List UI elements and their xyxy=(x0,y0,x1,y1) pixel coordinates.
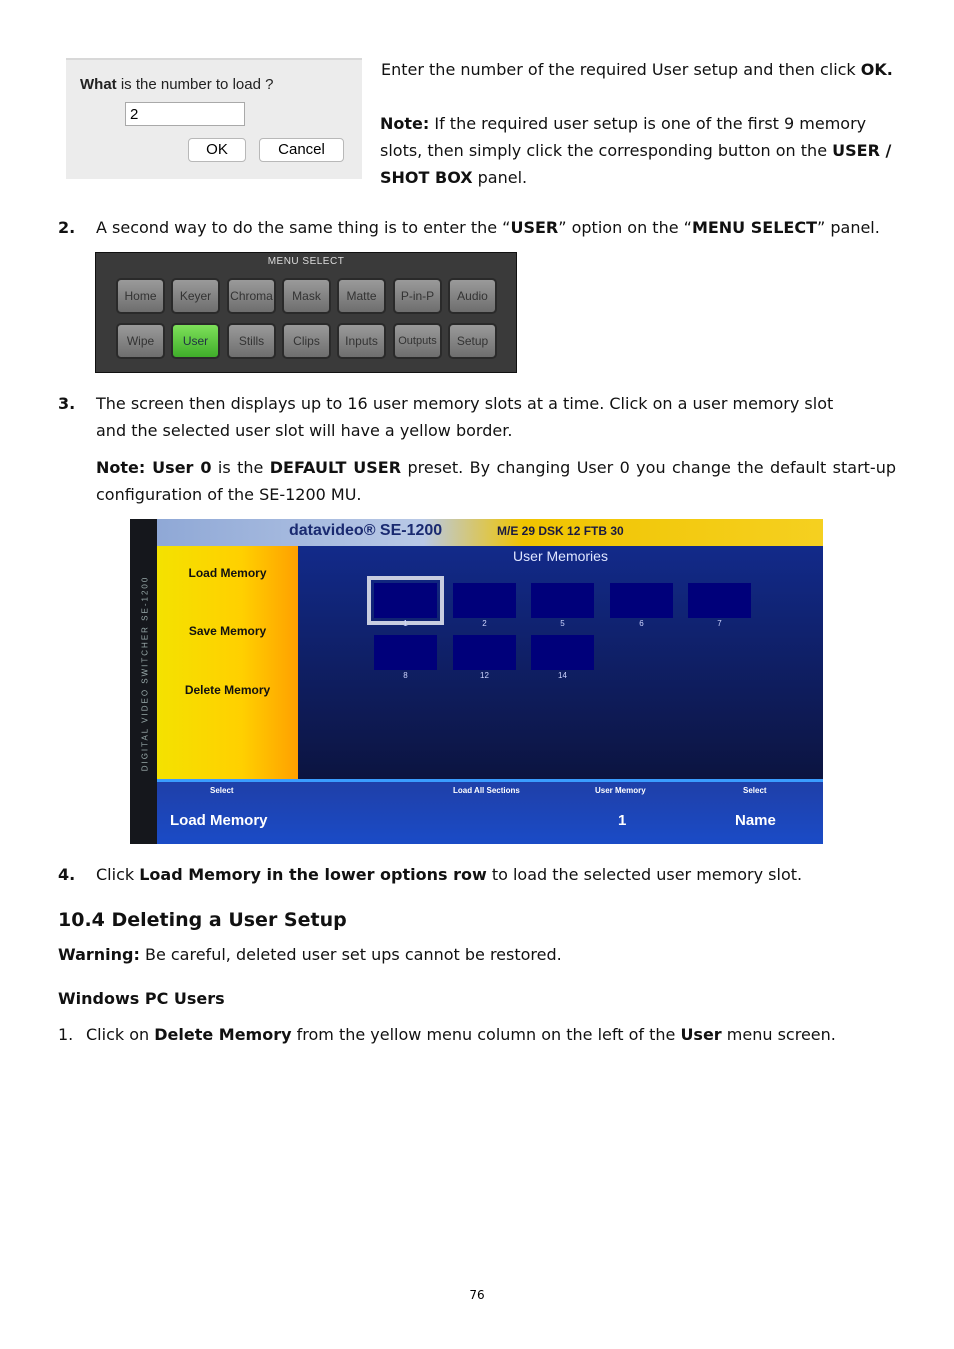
lower-options-row xyxy=(157,779,823,844)
memory-slot[interactable] xyxy=(531,635,594,670)
main-area xyxy=(298,546,823,779)
memory-slot[interactable] xyxy=(453,583,516,618)
option-label: Select xyxy=(743,786,767,795)
menu-button-inputs[interactable]: Inputs xyxy=(337,323,386,359)
list-number: 1. xyxy=(58,1025,74,1044)
list-item: Click on Delete Memory from the yellow menu column on the left of the User menu screen. xyxy=(86,1025,836,1044)
option-label: Load All Sections xyxy=(453,786,520,795)
menu-button-outputs[interactable]: Outputs xyxy=(393,323,442,359)
memory-slot[interactable] xyxy=(531,583,594,618)
note-memory-slots: Note: If the required user setup is one of the first 9 memory slots, then simply click the corresponding button on the USER / SHOT BOX panel. xyxy=(380,114,892,187)
screen-title: User Memories xyxy=(513,548,608,564)
option-label: Select xyxy=(210,786,234,795)
page-number: 76 xyxy=(469,1288,485,1302)
load-dialog xyxy=(66,58,362,179)
number-input[interactable] xyxy=(125,102,245,126)
menu-button-clips[interactable]: Clips xyxy=(282,323,331,359)
memory-slot[interactable] xyxy=(688,583,751,618)
menu-button-home[interactable]: Home xyxy=(116,278,165,314)
menu-button-mask[interactable]: Mask xyxy=(282,278,331,314)
menu-delete-memory[interactable]: Delete Memory xyxy=(184,683,271,697)
memory-slot[interactable] xyxy=(453,635,516,670)
step3-note: Note: User 0 is the DEFAULT USER preset. By changing User 0 you change the default start-up configuration of the SE-1200 MU. xyxy=(96,458,897,504)
slot-number: 2 xyxy=(482,619,487,628)
menu-button-matte[interactable]: Matte xyxy=(337,278,386,314)
status-readout: M/E 29 DSK 12 FTB 30 xyxy=(497,524,624,538)
step-number: 3. xyxy=(58,394,76,413)
option-name[interactable]: Name xyxy=(735,812,776,829)
menu-load-memory[interactable]: Load Memory xyxy=(188,566,267,580)
menu-save-memory[interactable]: Save Memory xyxy=(188,624,267,638)
memory-slot[interactable] xyxy=(374,583,437,618)
option-user-memory[interactable]: 1 xyxy=(618,812,627,829)
menu-button-setup[interactable]: Setup xyxy=(448,323,497,359)
slot-number: 8 xyxy=(403,671,408,680)
top-bar xyxy=(157,519,823,546)
datavideo-logo: datavideo® SE-1200 xyxy=(289,522,443,539)
step3-text: The screen then displays up to 16 user memory slots at a time. Click on a user memory slot and the selected user slot will have a yellow border. xyxy=(96,394,834,440)
menu-button-pinp[interactable]: P-in-P xyxy=(393,278,442,314)
warning-text: Warning: Be careful, deleted user set ups cannot be restored. xyxy=(58,945,562,964)
ok-button[interactable]: OK xyxy=(188,138,246,162)
slot-number: 5 xyxy=(560,619,565,628)
step4-text: Click Load Memory in the lower options row to load the selected user memory slot. xyxy=(96,865,803,884)
slot-number: 6 xyxy=(639,619,644,628)
option-load-memory[interactable]: Load Memory xyxy=(170,812,268,829)
slot-number: 7 xyxy=(717,619,722,628)
dialog-question: What is the number to load ? xyxy=(80,76,274,93)
memory-slot[interactable] xyxy=(610,583,673,618)
menu-select-title: MENU SELECT xyxy=(267,256,345,267)
section-heading: 10.4 Deleting a User Setup xyxy=(58,909,347,931)
slot-number: 14 xyxy=(558,671,567,680)
step-number: 2. xyxy=(58,218,76,237)
step-number: 4. xyxy=(58,865,76,884)
slot-number: 12 xyxy=(480,671,489,680)
menu-button-audio[interactable]: Audio xyxy=(448,278,497,314)
slot-number: 1 xyxy=(403,619,408,628)
enter-instruction: Enter the number of the required User setup and then click OK. xyxy=(381,60,893,79)
yellow-menu-column xyxy=(157,546,298,779)
menu-button-chroma[interactable]: Chroma xyxy=(227,278,276,314)
menu-select-panel xyxy=(95,252,517,373)
subheading: Windows PC Users xyxy=(58,989,225,1008)
step2-text: A second way to do the same thing is to enter the “USER” option on the “MENU SELECT” panel. xyxy=(96,218,880,237)
memory-slot[interactable] xyxy=(374,635,437,670)
vertical-label: DIGITAL VIDEO SWITCHER SE-1200 xyxy=(140,575,150,772)
menu-button-keyer[interactable]: Keyer xyxy=(171,278,220,314)
vertical-strip xyxy=(130,519,157,844)
user-memories-screen xyxy=(130,519,823,844)
cancel-button[interactable]: Cancel xyxy=(259,138,344,162)
menu-button-stills[interactable]: Stills xyxy=(227,323,276,359)
option-label: User Memory xyxy=(595,786,646,795)
menu-button-wipe[interactable]: Wipe xyxy=(116,323,165,359)
menu-button-user[interactable]: User xyxy=(171,323,220,359)
